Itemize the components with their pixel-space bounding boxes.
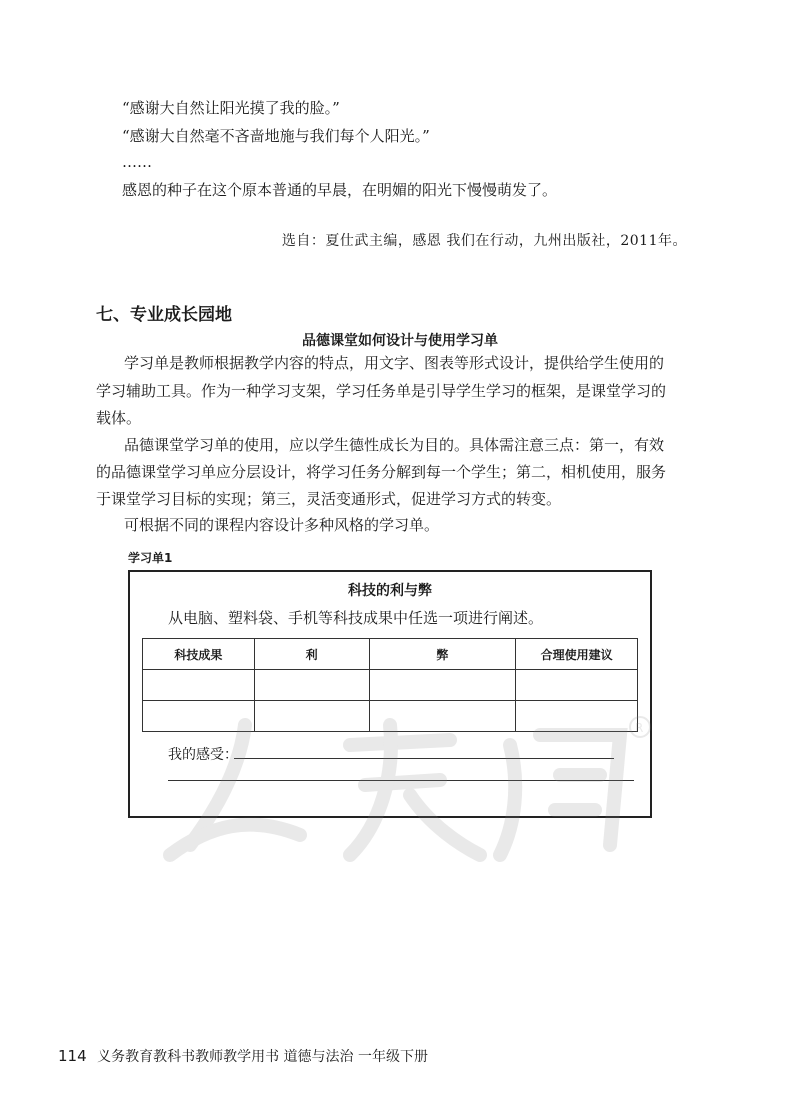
feelings-answer-line[interactable] (168, 780, 634, 781)
worksheet-box (128, 570, 652, 818)
page-footer (58, 1046, 428, 1066)
book-title: 义务教育教科书教师教学用书 道德与法治 一年级下册 (97, 1049, 428, 1065)
table-header-row (143, 639, 638, 670)
column-header-achievement: 科技成果 (143, 639, 255, 670)
table-cell[interactable] (254, 670, 369, 701)
table-cell[interactable] (143, 670, 255, 701)
source-citation: 选自：夏仕武主编，感恩 我们在行动，九州出版社，2011年。 (281, 233, 687, 249)
paragraph-1-line-1: 学习单是教师根据教学内容的特点，用文字、图表等形式设计，提供给学生使用的 (124, 354, 665, 372)
svg-text:R: R (635, 721, 644, 735)
quote-line-1: “感谢大自然让阳光摸了我的脸。” (122, 99, 340, 117)
quote-line-2: “感谢大自然毫不吝啬地施与我们每个人阳光。” (122, 127, 430, 145)
column-header-benefit: 利 (254, 639, 369, 670)
section-heading: 七、专业成长园地 (96, 305, 232, 325)
article-title: 品德课堂如何设计与使用学习单 (302, 333, 498, 349)
column-header-suggestion: 合理使用建议 (516, 639, 638, 670)
paragraph-2-line-1: 品德课堂学习单的使用，应以学生德性成长为目的。具体需注意三点：第一，有效 (124, 436, 665, 454)
table-row (143, 701, 638, 732)
table-cell[interactable] (516, 701, 638, 732)
quote-line-3: 感恩的种子在这个原本普通的早晨，在明媚的阳光下慢慢萌发了。 (122, 181, 558, 199)
paragraph-1-line-3: 载体。 (96, 409, 142, 427)
page-number: 114 (58, 1047, 87, 1065)
worksheet-instruction: 从电脑、塑料袋、手机等科技成果中任选一项进行阐述。 (168, 609, 544, 627)
table-cell[interactable] (369, 670, 516, 701)
table-cell[interactable] (369, 701, 516, 732)
quote-ellipsis: …… (122, 153, 152, 171)
paragraph-2-line-3: 于课堂学习目标的实现；第三，灵活变通形式，促进学习方式的转变。 (96, 490, 562, 508)
table-row (143, 670, 638, 701)
table-cell[interactable] (516, 670, 638, 701)
column-header-drawback: 弊 (369, 639, 516, 670)
worksheet-table (142, 638, 638, 732)
paragraph-1-line-2: 学习辅助工具。作为一种学习支架，学习任务单是引导学生学习的框架，是课堂学习的 (96, 382, 667, 400)
paragraph-3-line-1: 可根据不同的课程内容设计多种风格的学习单。 (124, 516, 440, 534)
paragraph-2-line-2: 的品德课堂学习单应分层设计，将学习任务分解到每一个学生；第二，相机使用，服务 (96, 463, 667, 481)
table-cell[interactable] (143, 701, 255, 732)
worksheet-title: 科技的利与弊 (348, 583, 432, 599)
feelings-label: 我的感受： (168, 747, 238, 763)
table-cell[interactable] (254, 701, 369, 732)
worksheet-label: 学习单1 (128, 551, 173, 565)
feelings-answer-line[interactable] (234, 758, 614, 759)
